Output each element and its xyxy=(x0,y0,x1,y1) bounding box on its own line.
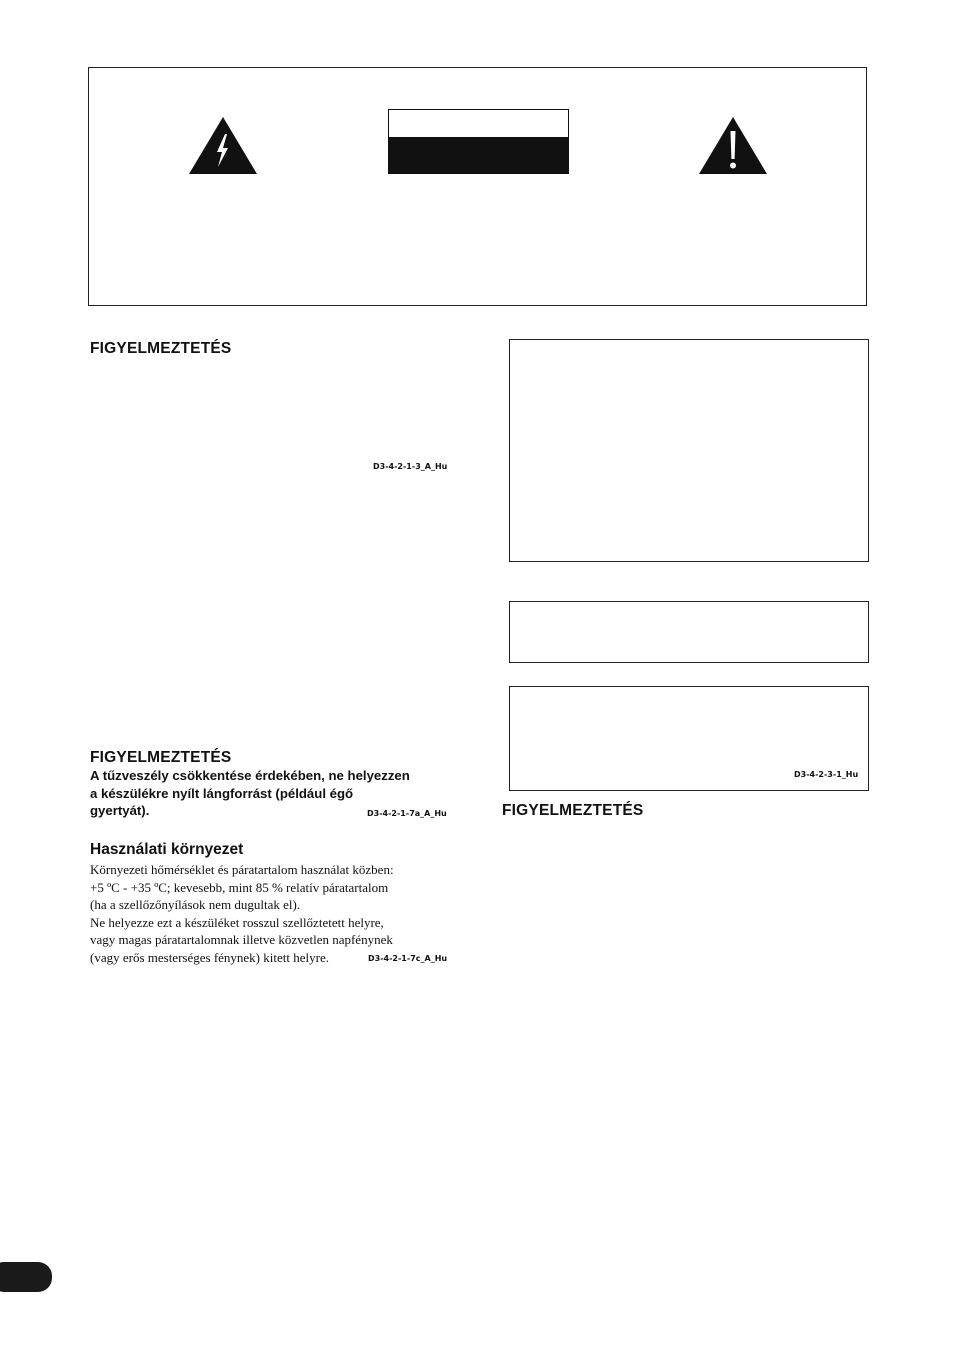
environment-line: +5 ºC - +35 ºC; kevesebb, mint 85 % relatív páratartalom xyxy=(90,879,389,895)
caution-label xyxy=(388,109,569,174)
reference-code-4: D3-4-2-3-1_Hu xyxy=(794,770,859,779)
warning-heading-1: FIGYELMEZTETÉS xyxy=(90,340,232,357)
reference-code-2: D3-4-2-1-7a_A_Hu xyxy=(367,809,447,818)
fire-warning-line: gyertyát). xyxy=(90,803,150,818)
environment-line: vagy magas páratartalomnak illetve közvetlen napfénynek xyxy=(90,932,393,948)
environment-line: (vagy erős mesterséges fénynek) kitett helyre. xyxy=(90,949,329,965)
environment-line: Ne helyezze ezt a készüléket rosszul szellőztetett helyre, xyxy=(90,914,384,930)
reference-code-3: D3-4-2-1-7c_A_Hu xyxy=(368,954,448,963)
notice-box-1 xyxy=(509,339,869,562)
environment-line: Környezeti hőmérséklet és páratartalom használat közben: xyxy=(90,862,394,877)
page-number-tab xyxy=(0,1262,52,1292)
environment-text xyxy=(90,861,455,967)
fire-warning-line: A tűzveszély csökkentése érdekében, ne helyezzen xyxy=(90,768,410,783)
warning-heading-3: FIGYELMEZTETÉS xyxy=(502,802,644,819)
warning-heading-2: FIGYELMEZTETÉS xyxy=(90,749,232,766)
exclamation-triangle-icon xyxy=(699,117,767,174)
lightning-triangle-icon xyxy=(189,117,257,174)
caution-label-band xyxy=(389,137,568,173)
notice-box-2 xyxy=(509,601,869,663)
fire-warning-line: a készülékre nyílt lángforrást (például égő xyxy=(90,785,354,801)
environment-title: Használati környezet xyxy=(90,841,244,858)
reference-code-1: D3-4-2-1-3_A_Hu xyxy=(373,462,448,471)
environment-line: (ha a szellőzőnyílások nem dugultak el). xyxy=(90,897,301,913)
caution-frame xyxy=(88,67,867,306)
